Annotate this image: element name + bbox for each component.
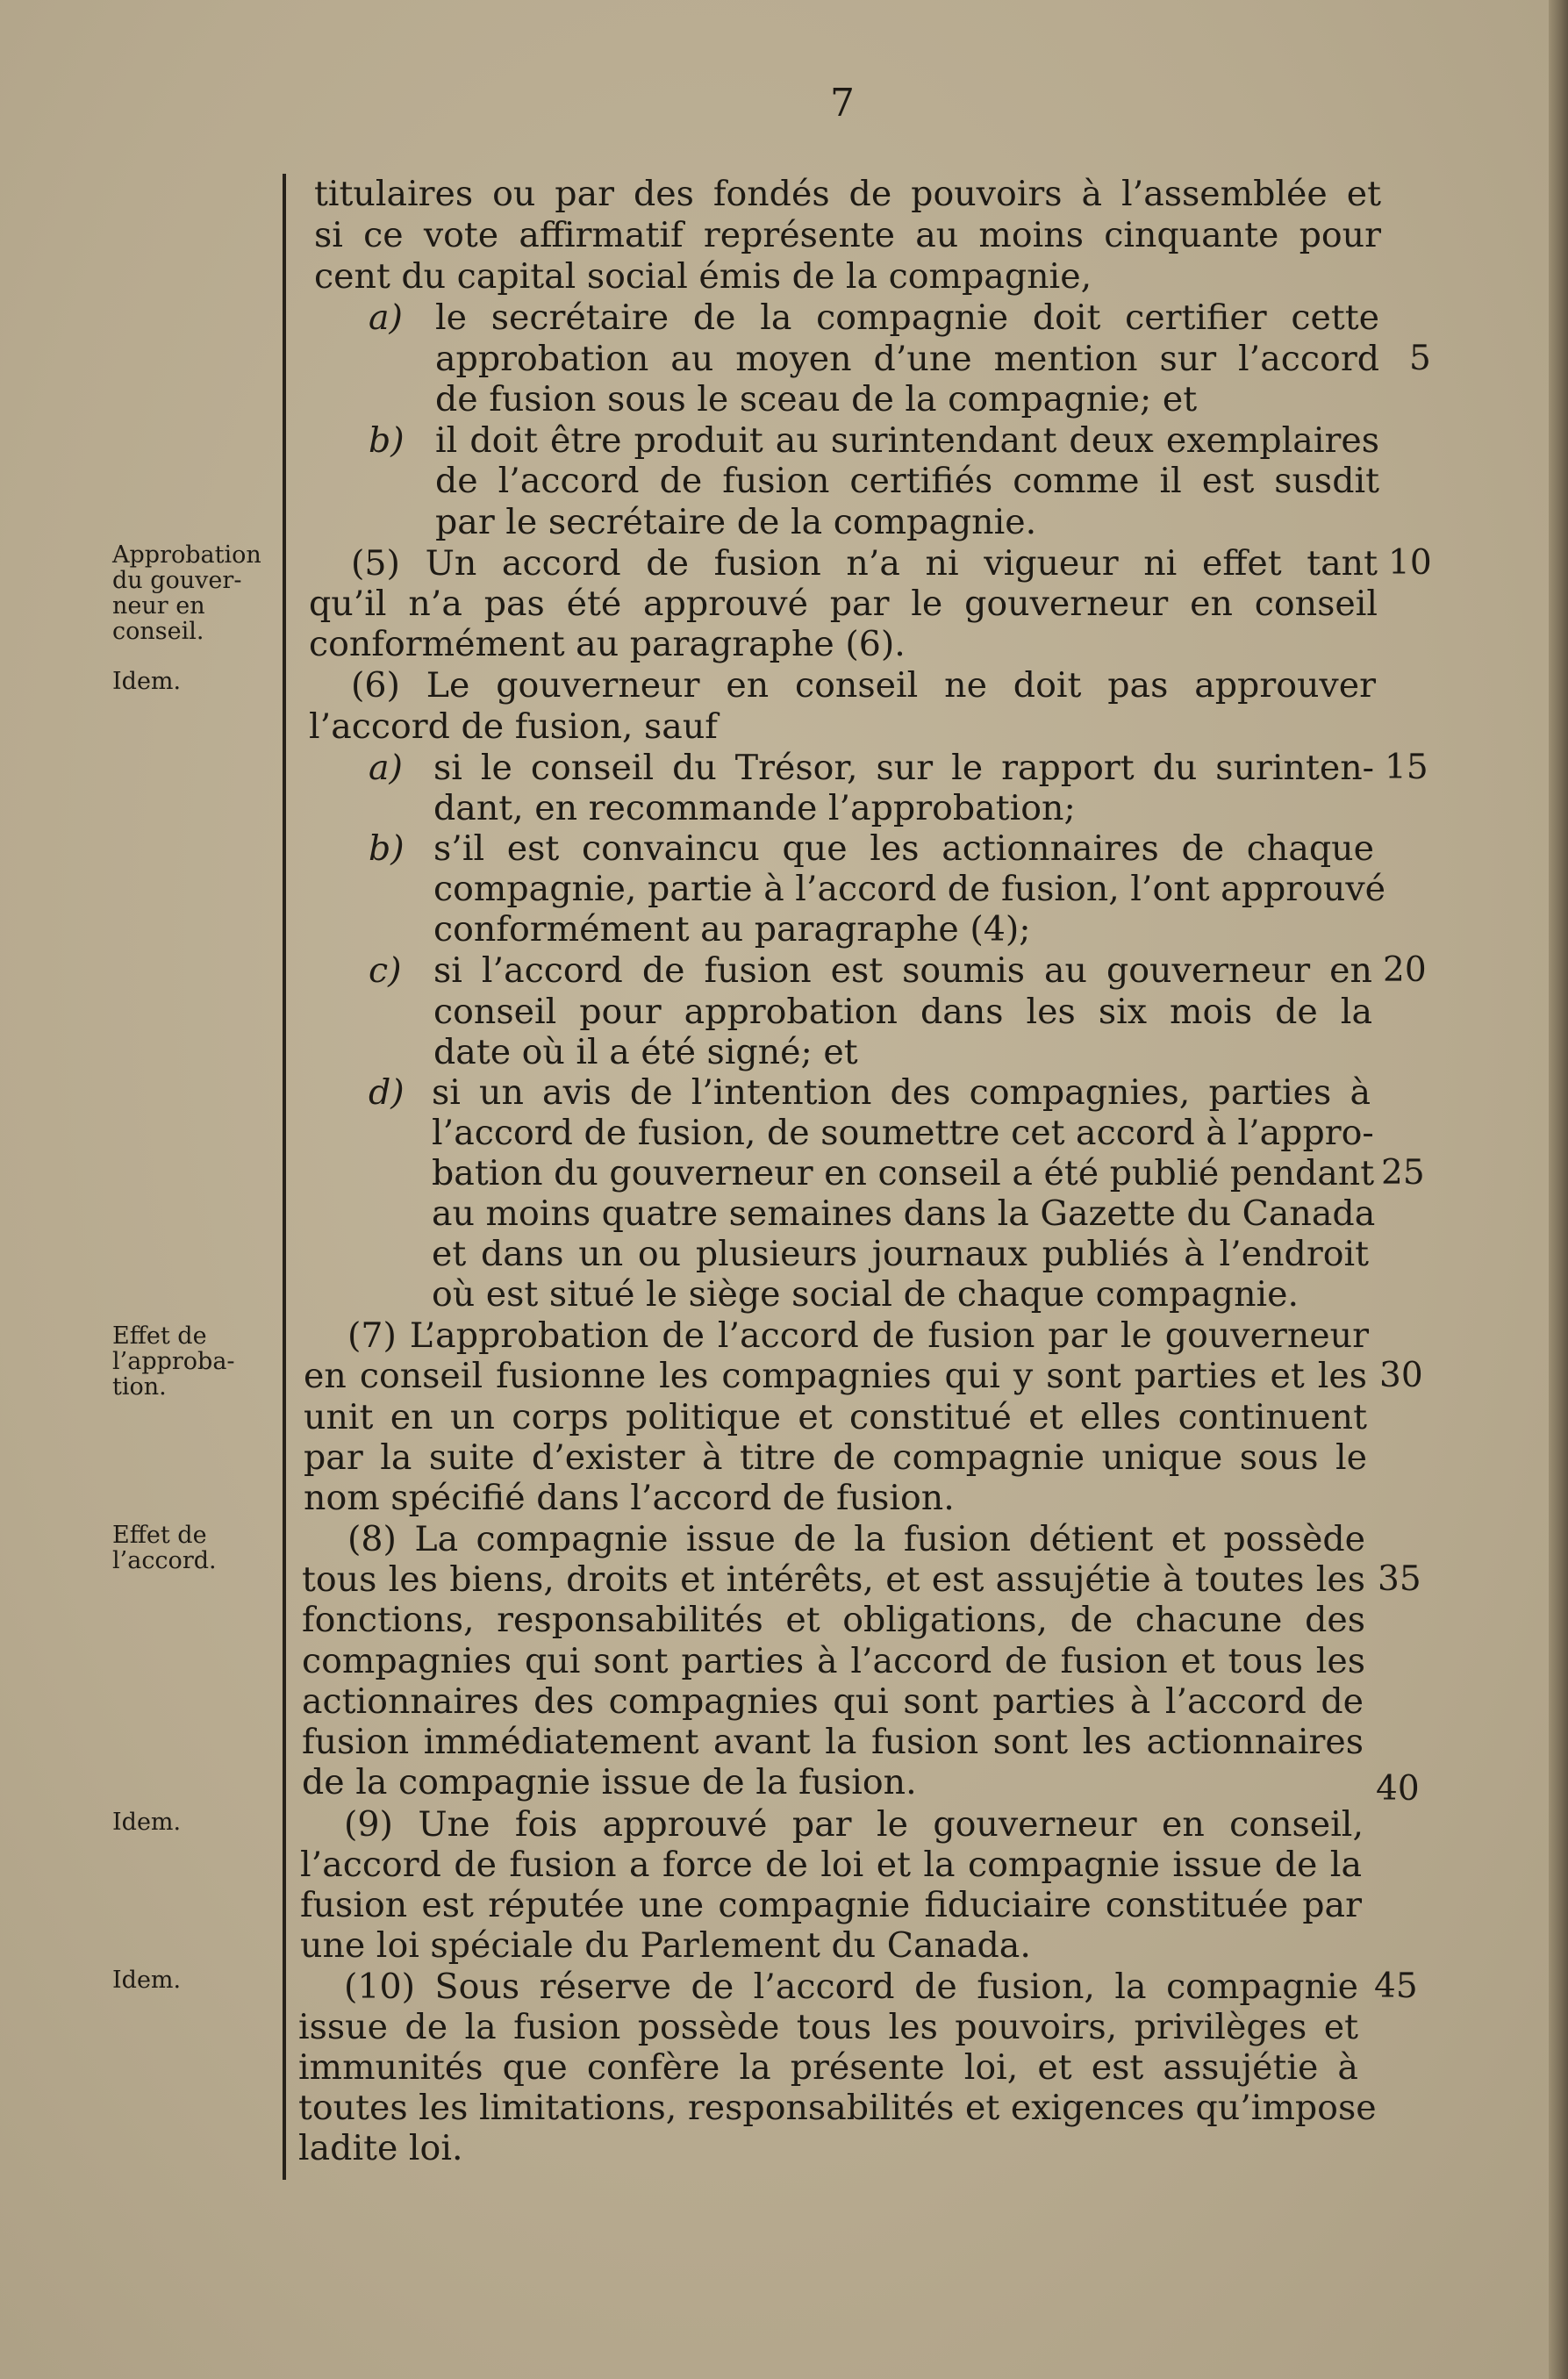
text-line: l’accord de fusion, de soumettre cet accord à l’appro-	[432, 1113, 1374, 1153]
margin-note-line: Idem.	[112, 1809, 182, 1836]
page-edge	[1549, 0, 1568, 2379]
text-line: approbation au moyen d’une mention sur l’accord	[435, 339, 1379, 379]
text-line: unit en un corps politique et constitué et elles continuent	[304, 1397, 1367, 1437]
text-line: de fusion sous le sceau de la compagnie; et	[435, 379, 1198, 419]
margin-note-line: Approbation	[112, 541, 261, 569]
item-label: a)	[369, 297, 403, 338]
text-line: (5) Un accord de fusion n’a ni vigueur ni effet tant	[351, 543, 1378, 584]
text-line: qu’il n’a pas été approuvé par le gouverneur en conseil	[309, 584, 1378, 624]
text-line: si ce vote affirmatif représente au moins cinquante pour	[314, 215, 1381, 255]
text-line: bation du gouverneur en conseil a été publié pendant	[432, 1153, 1375, 1193]
margin-note-line: du gouver-	[112, 567, 242, 594]
text-line: et dans un ou plusieurs journaux publiés à l’endroit	[432, 1234, 1369, 1274]
item-label: b)	[369, 828, 405, 869]
text-line: toutes les limitations, responsabilités et exigences qu’impose	[298, 2088, 1377, 2128]
line-number: 30	[1379, 1356, 1423, 1395]
line-number: 10	[1388, 543, 1432, 583]
text-line: (10) Sous réserve de l’accord de fusion, la compagnie	[344, 1967, 1358, 2007]
text-line: issue de la fusion possède tous les pouvoirs, privilèges et	[298, 2007, 1358, 2047]
text-line: de l’accord de fusion certifiés comme il est susdit	[435, 461, 1379, 501]
margin-note	[112, 1967, 288, 1993]
line-number: 25	[1381, 1153, 1425, 1193]
line-number: 15	[1385, 748, 1428, 787]
text-line: si un avis de l’intention des compagnies, parties à	[432, 1072, 1371, 1113]
text-line: compagnies qui sont parties à l’accord de fusion et tous les	[302, 1641, 1365, 1681]
text-line: fonctions, responsabilités et obligations, de chacune des	[302, 1600, 1365, 1640]
text-line: par la suite d’exister à titre de compagnie unique sous le	[304, 1437, 1367, 1478]
line-number: 35	[1378, 1559, 1421, 1599]
text-line: en conseil fusionne les compagnies qui y sont parties et les	[304, 1356, 1367, 1396]
text-line: l’accord de fusion, sauf	[309, 706, 718, 747]
text-line: dant, en recommande l’approbation;	[433, 788, 1076, 828]
page-number: 7	[830, 81, 855, 125]
text-line: date où il a été signé; et	[433, 1032, 858, 1072]
text-line: si le conseil du Trésor, sur le rapport du surinten-	[433, 748, 1374, 788]
text-line: une loi spéciale du Parlement du Canada.	[300, 1925, 1031, 1966]
margin-note-line: neur en	[112, 592, 205, 620]
item-label: a)	[369, 748, 403, 788]
text-line: (6) Le gouverneur en conseil ne doit pas approuver	[351, 665, 1376, 706]
text-line: conseil pour approbation dans les six mois de la	[433, 992, 1372, 1032]
text-line: ladite loi.	[298, 2128, 463, 2168]
text-line: fusion est réputée une compagnie fiduciaire constituée par	[300, 1885, 1362, 1925]
text-line: conformément au paragraphe (6).	[309, 624, 906, 664]
margin-note-line: Idem.	[112, 668, 182, 695]
margin-rule	[283, 174, 286, 2180]
margin-note-line: conseil.	[112, 618, 204, 645]
text-line: fusion immédiatement avant la fusion sont les actionnaires	[302, 1722, 1364, 1762]
text-line: titulaires ou par des fondés de pouvoirs à l’assemblée et	[314, 174, 1381, 214]
text-line: tous les biens, droits et intérêts, et est assujétie à toutes les	[302, 1559, 1365, 1600]
margin-note	[112, 669, 288, 694]
margin-note	[112, 1809, 288, 1835]
text-line: le secrétaire de la compagnie doit certifier cette	[435, 297, 1379, 338]
margin-note	[112, 542, 288, 644]
item-label: b)	[369, 420, 405, 461]
margin-note-line: Effet de	[112, 1322, 207, 1350]
line-number: 20	[1383, 950, 1427, 990]
text-line: nom spécifié dans l’accord de fusion.	[304, 1478, 955, 1518]
margin-note-line: l’accord.	[112, 1547, 217, 1574]
text-line: actionnaires des compagnies qui sont parties à l’accord de	[302, 1681, 1364, 1722]
margin-note-line: l’approba-	[112, 1348, 235, 1375]
text-line: où est situé le siège social de chaque compagnie.	[432, 1274, 1300, 1315]
text-line: immunités que confère la présente loi, et est assujétie à	[298, 2047, 1358, 2088]
text-line: il doit être produit au surintendant deux exemplaires	[435, 420, 1379, 461]
margin-note-line: Idem.	[112, 1967, 182, 1994]
text-line: de la compagnie issue de la fusion.	[302, 1762, 917, 1802]
text-line: (8) La compagnie issue de la fusion détient et possède	[347, 1519, 1365, 1559]
text-line: (9) Une fois approuvé par le gouverneur en conseil,	[344, 1804, 1364, 1845]
line-number: 45	[1374, 1967, 1418, 2006]
item-label: d)	[369, 1072, 405, 1113]
item-label: c)	[369, 950, 402, 991]
text-line: par le secrétaire de la compagnie.	[435, 502, 1037, 542]
margin-note	[112, 1323, 288, 1400]
margin-note	[112, 1523, 288, 1573]
text-line: si l’accord de fusion est soumis au gouverneur en	[433, 950, 1372, 991]
text-line: (7) L’approbation de l’accord de fusion par le gouverneur	[347, 1315, 1369, 1356]
text-line: cent du capital social émis de la compagnie,	[314, 256, 1092, 297]
text-line: au moins quatre semaines dans la Gazette du Canada	[432, 1193, 1376, 1234]
line-number: 5	[1409, 339, 1431, 378]
text-line: s’il est convaincu que les actionnaires de chaque	[433, 828, 1374, 869]
text-line: l’accord de fusion a force de loi et la compagnie issue de la	[300, 1845, 1362, 1885]
margin-note-line: tion.	[112, 1373, 167, 1401]
margin-note-line: Effet de	[112, 1522, 207, 1549]
text-line: conformément au paragraphe (4);	[433, 909, 1031, 949]
text-line: compagnie, partie à l’accord de fusion, l’ont approuvé	[433, 869, 1386, 909]
line-number: 40	[1376, 1769, 1420, 1809]
